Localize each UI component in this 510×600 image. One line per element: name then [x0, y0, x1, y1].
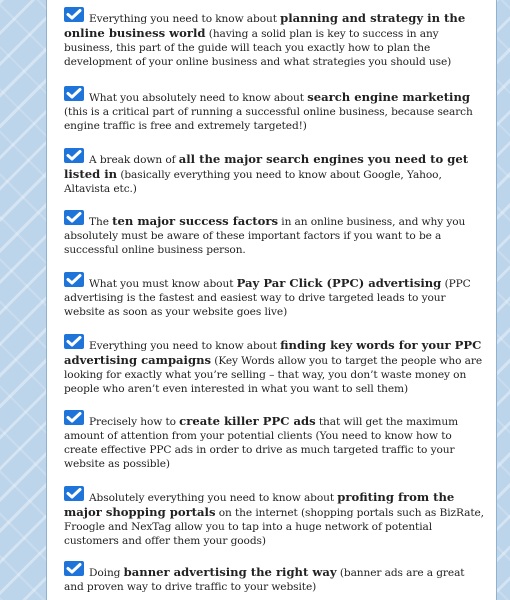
item-lead-text: Doing: [89, 567, 124, 579]
item-detail-text: (having a solid plan is key to success in any business, this part of the guide will teach you exactly how to plan the development of your online business and what strategies you should use): [64, 28, 452, 68]
item-lead-text: What you absolutely need to know about: [89, 92, 308, 104]
item-key-phrase: planning and strategy in the online business world: [64, 11, 466, 40]
item-key-phrase: ten major success factors: [112, 214, 279, 228]
blue-checkbox-icon: [64, 272, 84, 287]
item-key-phrase: create killer PPC ads: [179, 414, 316, 428]
item-lead-text: Everything you need to know about: [89, 13, 281, 25]
item-detail-text: that will get the maximum amount of attention from your potential clients (You need to know how to create effective PPC ads in order to drive as much targeted traffic to your website as possible): [64, 416, 459, 470]
item-detail-text: (basically everything you need to know about Google, Yahoo, Altavista etc.): [64, 169, 442, 195]
item-lead-text: The: [89, 216, 113, 228]
item-key-phrase: banner advertising the right way: [123, 565, 337, 579]
list-item: [64, 212, 484, 257]
list-item: [64, 563, 484, 594]
item-lead-text: Precisely how to: [89, 416, 180, 428]
blue-checkbox-icon: [64, 410, 84, 425]
blue-checkbox-icon: [64, 561, 84, 576]
list-item: [64, 150, 484, 196]
list-item: [64, 488, 484, 548]
item-lead-text: Everything you need to know about: [89, 340, 281, 352]
list-item: [64, 336, 484, 396]
list-item: [64, 274, 484, 319]
item-detail-text: (this is a critical part of running a successful online business, because search engine traffic is free and extremely targeted!): [64, 106, 473, 132]
list-item: [64, 88, 484, 133]
item-key-phrase: finding key words for your PPC advertising campaigns: [64, 338, 482, 367]
item-detail-text: on the internet (shopping portals such as BizRate, Froogle and NexTag allow you to tap into a huge network of potential customers and offer them your goods): [64, 507, 484, 547]
item-detail-text: (banner ads are a great and proven way to drive traffic to your website): [64, 567, 465, 593]
item-key-phrase: profiting from the major shopping portals: [64, 490, 455, 519]
item-lead-text: What you must know about: [89, 278, 237, 290]
blue-checkbox-icon: [64, 486, 84, 501]
content-panel: [46, 0, 497, 600]
item-detail-text: (Key Words allow you to target the people who are looking for exactly what you’re selling – that way, you don’t waste money on people who aren’t even interested in what you want to sell them): [64, 355, 482, 395]
blue-checkbox-icon: [64, 86, 84, 101]
item-detail-text: in an online business, and why you absolutely must be aware of these important factors if you want to be a successful online business person.: [64, 216, 466, 256]
item-key-phrase: all the major search engines you need to get listed in: [64, 152, 469, 181]
item-key-phrase: Pay Par Click (PPC) advertising: [236, 276, 442, 290]
blue-checkbox-icon: [64, 334, 84, 349]
item-lead-text: Absolutely everything you need to know about: [89, 492, 338, 504]
item-lead-text: A break down of: [89, 154, 179, 166]
blue-checkbox-icon: [64, 148, 84, 163]
blue-checkbox-icon: [64, 7, 84, 22]
left-background-pattern: [0, 0, 46, 600]
blue-checkbox-icon: [64, 210, 84, 225]
item-key-phrase: search engine marketing: [307, 90, 470, 104]
list-item: [64, 9, 484, 69]
item-detail-text: (PPC advertising is the fastest and easiest way to drive targeted leads to your website as soon as your website goes live): [64, 278, 471, 318]
list-item: [64, 412, 484, 471]
